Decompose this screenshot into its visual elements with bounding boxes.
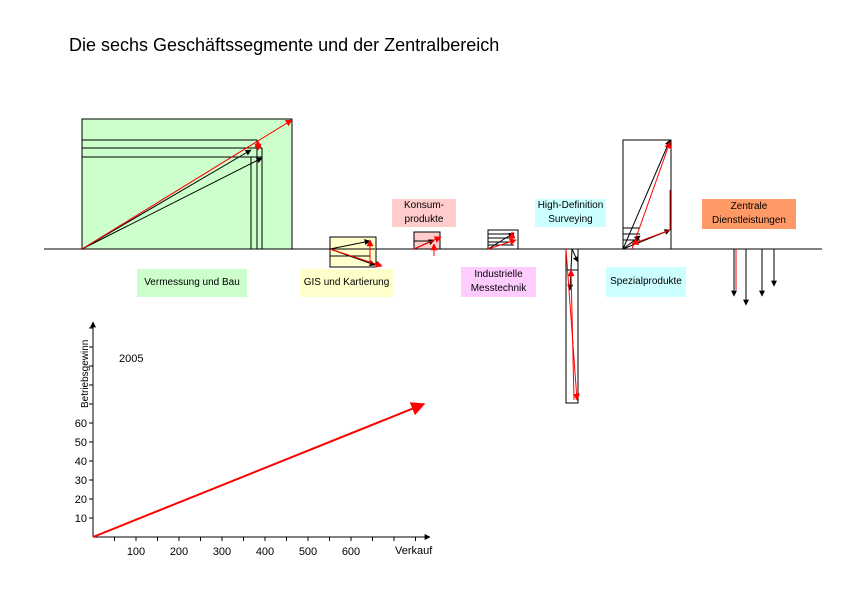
x-tick-label: 200 — [169, 546, 189, 558]
label-hds: High-Definition Surveying — [535, 199, 606, 227]
x-tick-label: 300 — [212, 546, 232, 558]
legend-y-axis-label: Betriebsgewinn — [80, 339, 91, 408]
segment-spezial-arrows — [623, 140, 671, 249]
label-konsum: Konsum- produkte — [392, 199, 456, 227]
legend-arrow — [93, 404, 424, 537]
diagram-title: Die sechs Geschäftssegmente und der Zentralbereich — [69, 35, 500, 55]
y-tick-label: 30 — [74, 475, 87, 487]
segment-vermessung-arrows — [82, 119, 292, 249]
label-vermessung: Vermessung und Bau — [137, 269, 247, 297]
y-tick-label: 10 — [74, 513, 87, 525]
label-zentral: Zentrale Dienstleistungen — [702, 199, 796, 229]
x-tick-label: 500 — [298, 546, 318, 558]
y-tick-label: 50 — [74, 437, 87, 449]
segment-zentral-arrows — [734, 249, 774, 305]
y-tick-label: 40 — [74, 456, 87, 468]
x-tick-label: 100 — [126, 546, 146, 558]
label-industrie: Industrielle Messtechnik — [461, 267, 536, 297]
label-gis: GIS und Kartierung — [300, 269, 393, 297]
x-tick-label: 600 — [341, 546, 361, 558]
segment-konsum-arrows — [414, 232, 441, 256]
segment-gis-arrows — [330, 237, 382, 267]
x-tick-label: 400 — [255, 546, 275, 558]
y-tick-label: 20 — [74, 494, 87, 506]
segment-industrie-arrows — [488, 230, 518, 249]
legend-x-axis-label: Verkauf — [395, 545, 433, 557]
label-spezial: Spezialprodukte — [606, 267, 686, 297]
segment-hds-arrows — [566, 249, 578, 403]
y-tick-label: 60 — [74, 418, 87, 430]
legend-year: 2005 — [119, 353, 144, 365]
